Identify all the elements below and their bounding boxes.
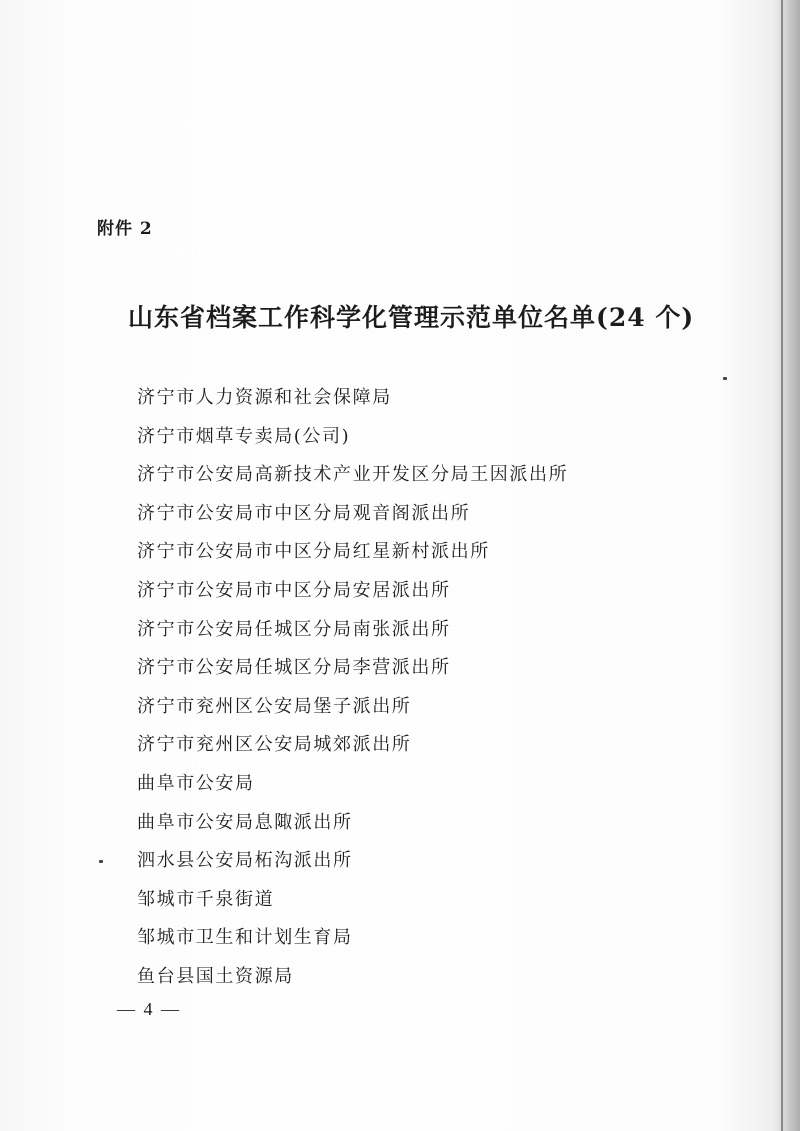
list-item: 邹城市千泉街道 xyxy=(137,888,275,910)
list-item: 济宁市人力资源和社会保障局 xyxy=(137,387,392,408)
list-item: 曲阜市公安局 xyxy=(137,772,255,794)
page-number: — 4 — xyxy=(117,999,181,1019)
list-item: 泗水县公安局柘沟派出所 xyxy=(137,850,353,872)
scan-speck xyxy=(723,377,727,380)
list-item: 济宁市公安局高新技术产业开发区分局王因派出所 xyxy=(137,464,569,486)
list-item: 鱼台县国土资源局 xyxy=(137,965,294,987)
scan-speck xyxy=(99,860,103,863)
list-item: 济宁市公安局市中区分局观音阁派出所 xyxy=(137,502,471,524)
list-item: 济宁市公安局市中区分局安居派出所 xyxy=(137,579,451,601)
list-item: 邹城市卫生和计划生育局 xyxy=(137,927,353,949)
unit-list xyxy=(137,379,568,997)
list-item: 济宁市兖州区公安局城郊派出所 xyxy=(137,734,412,756)
page-edge-shadow xyxy=(772,0,800,1131)
list-item: 济宁市公安局市中区分局红星新村派出所 xyxy=(137,541,490,563)
document-title: 山东省档案工作科学化管理示范单位名单(24 个) xyxy=(128,303,695,332)
list-item: 济宁市公安局任城区分局李营派出所 xyxy=(137,657,451,679)
list-item: 济宁市烟草专卖局(公司) xyxy=(137,425,351,447)
attachment-label: 附件 2 xyxy=(97,219,153,239)
list-item: 济宁市公安局任城区分局南张派出所 xyxy=(137,618,451,640)
list-item: 曲阜市公安局息陬派出所 xyxy=(137,811,353,833)
list-item: 济宁市兖州区公安局堡子派出所 xyxy=(137,695,412,717)
